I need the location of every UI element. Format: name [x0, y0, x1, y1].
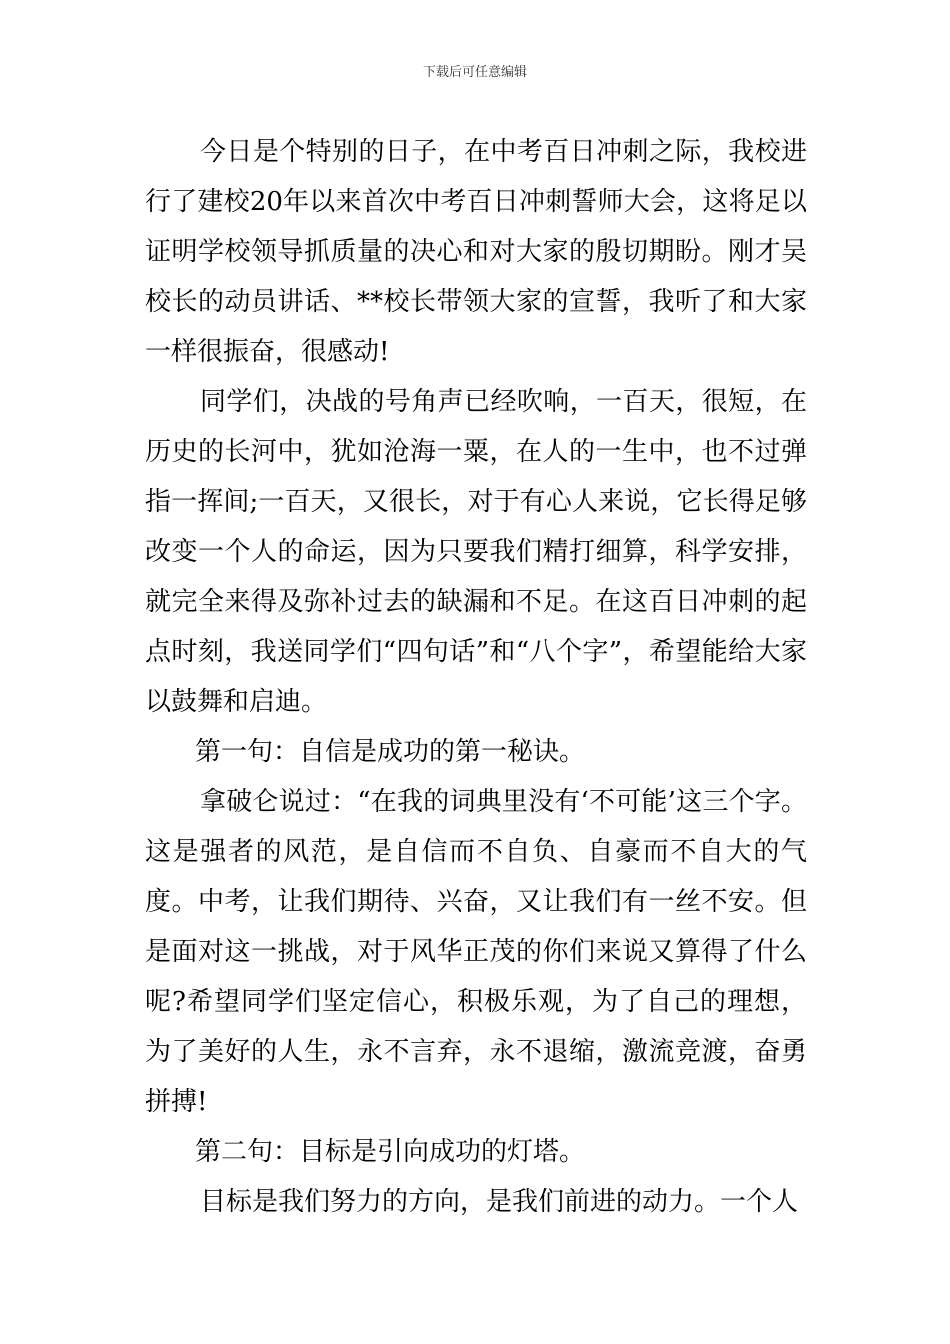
- section-heading-second: 第二句：目标是引向成功的灯塔。: [195, 1137, 586, 1167]
- paragraph-napoleon: 拿破仑说过：“在我的词典里没有‘不可能’这三个字。这是强者的风范，是自信而不自负、自豪而不自大的气度。中考，让我们期待、兴奋，又让我们有一丝不安。但是面对这一挑战，对于风华正茂的你们来说又算得了什么呢?希望同学们坚定信心，积极乐观，为了自己的理想，为了美好的人生，永不言弃，永不退缩，激流竞渡，奋勇拼搏!: [145, 787, 807, 1117]
- section-heading-first: 第一句：自信是成功的第一秘诀。: [195, 737, 586, 767]
- paragraph-opening: 今日是个特别的日子，在中考百日冲刺之际，我校进行了建校20年以来首次中考百日冲刺誓师大会，这将足以证明学校领导抓质量的决心和对大家的殷切期盼。刚才吴校长的动员讲话、**校长带领大家的宣誓，我听了和大家一样很振奋，很感动!: [145, 137, 807, 367]
- paragraph-goal: 目标是我们努力的方向，是我们前进的动力。一个人: [200, 1187, 799, 1217]
- paragraph-hundred-days: 同学们，决战的号角声已经吹响，一百天，很短，在历史的长河中，犹如沧海一粟，在人的一生中，也不过弹指一挥间;一百天，又很长，对于有心人来说，它长得足够改变一个人的命运，因为只要我们精打细算，科学安排，就完全来得及弥补过去的缺漏和不足。在这百日冲刺的起点时刻，我送同学们“四句话”和“八个字”，希望能给大家以鼓舞和启迪。: [145, 387, 807, 717]
- document-body: [145, 127, 807, 1227]
- page-header: 下载后可任意编辑: [422, 65, 527, 80]
